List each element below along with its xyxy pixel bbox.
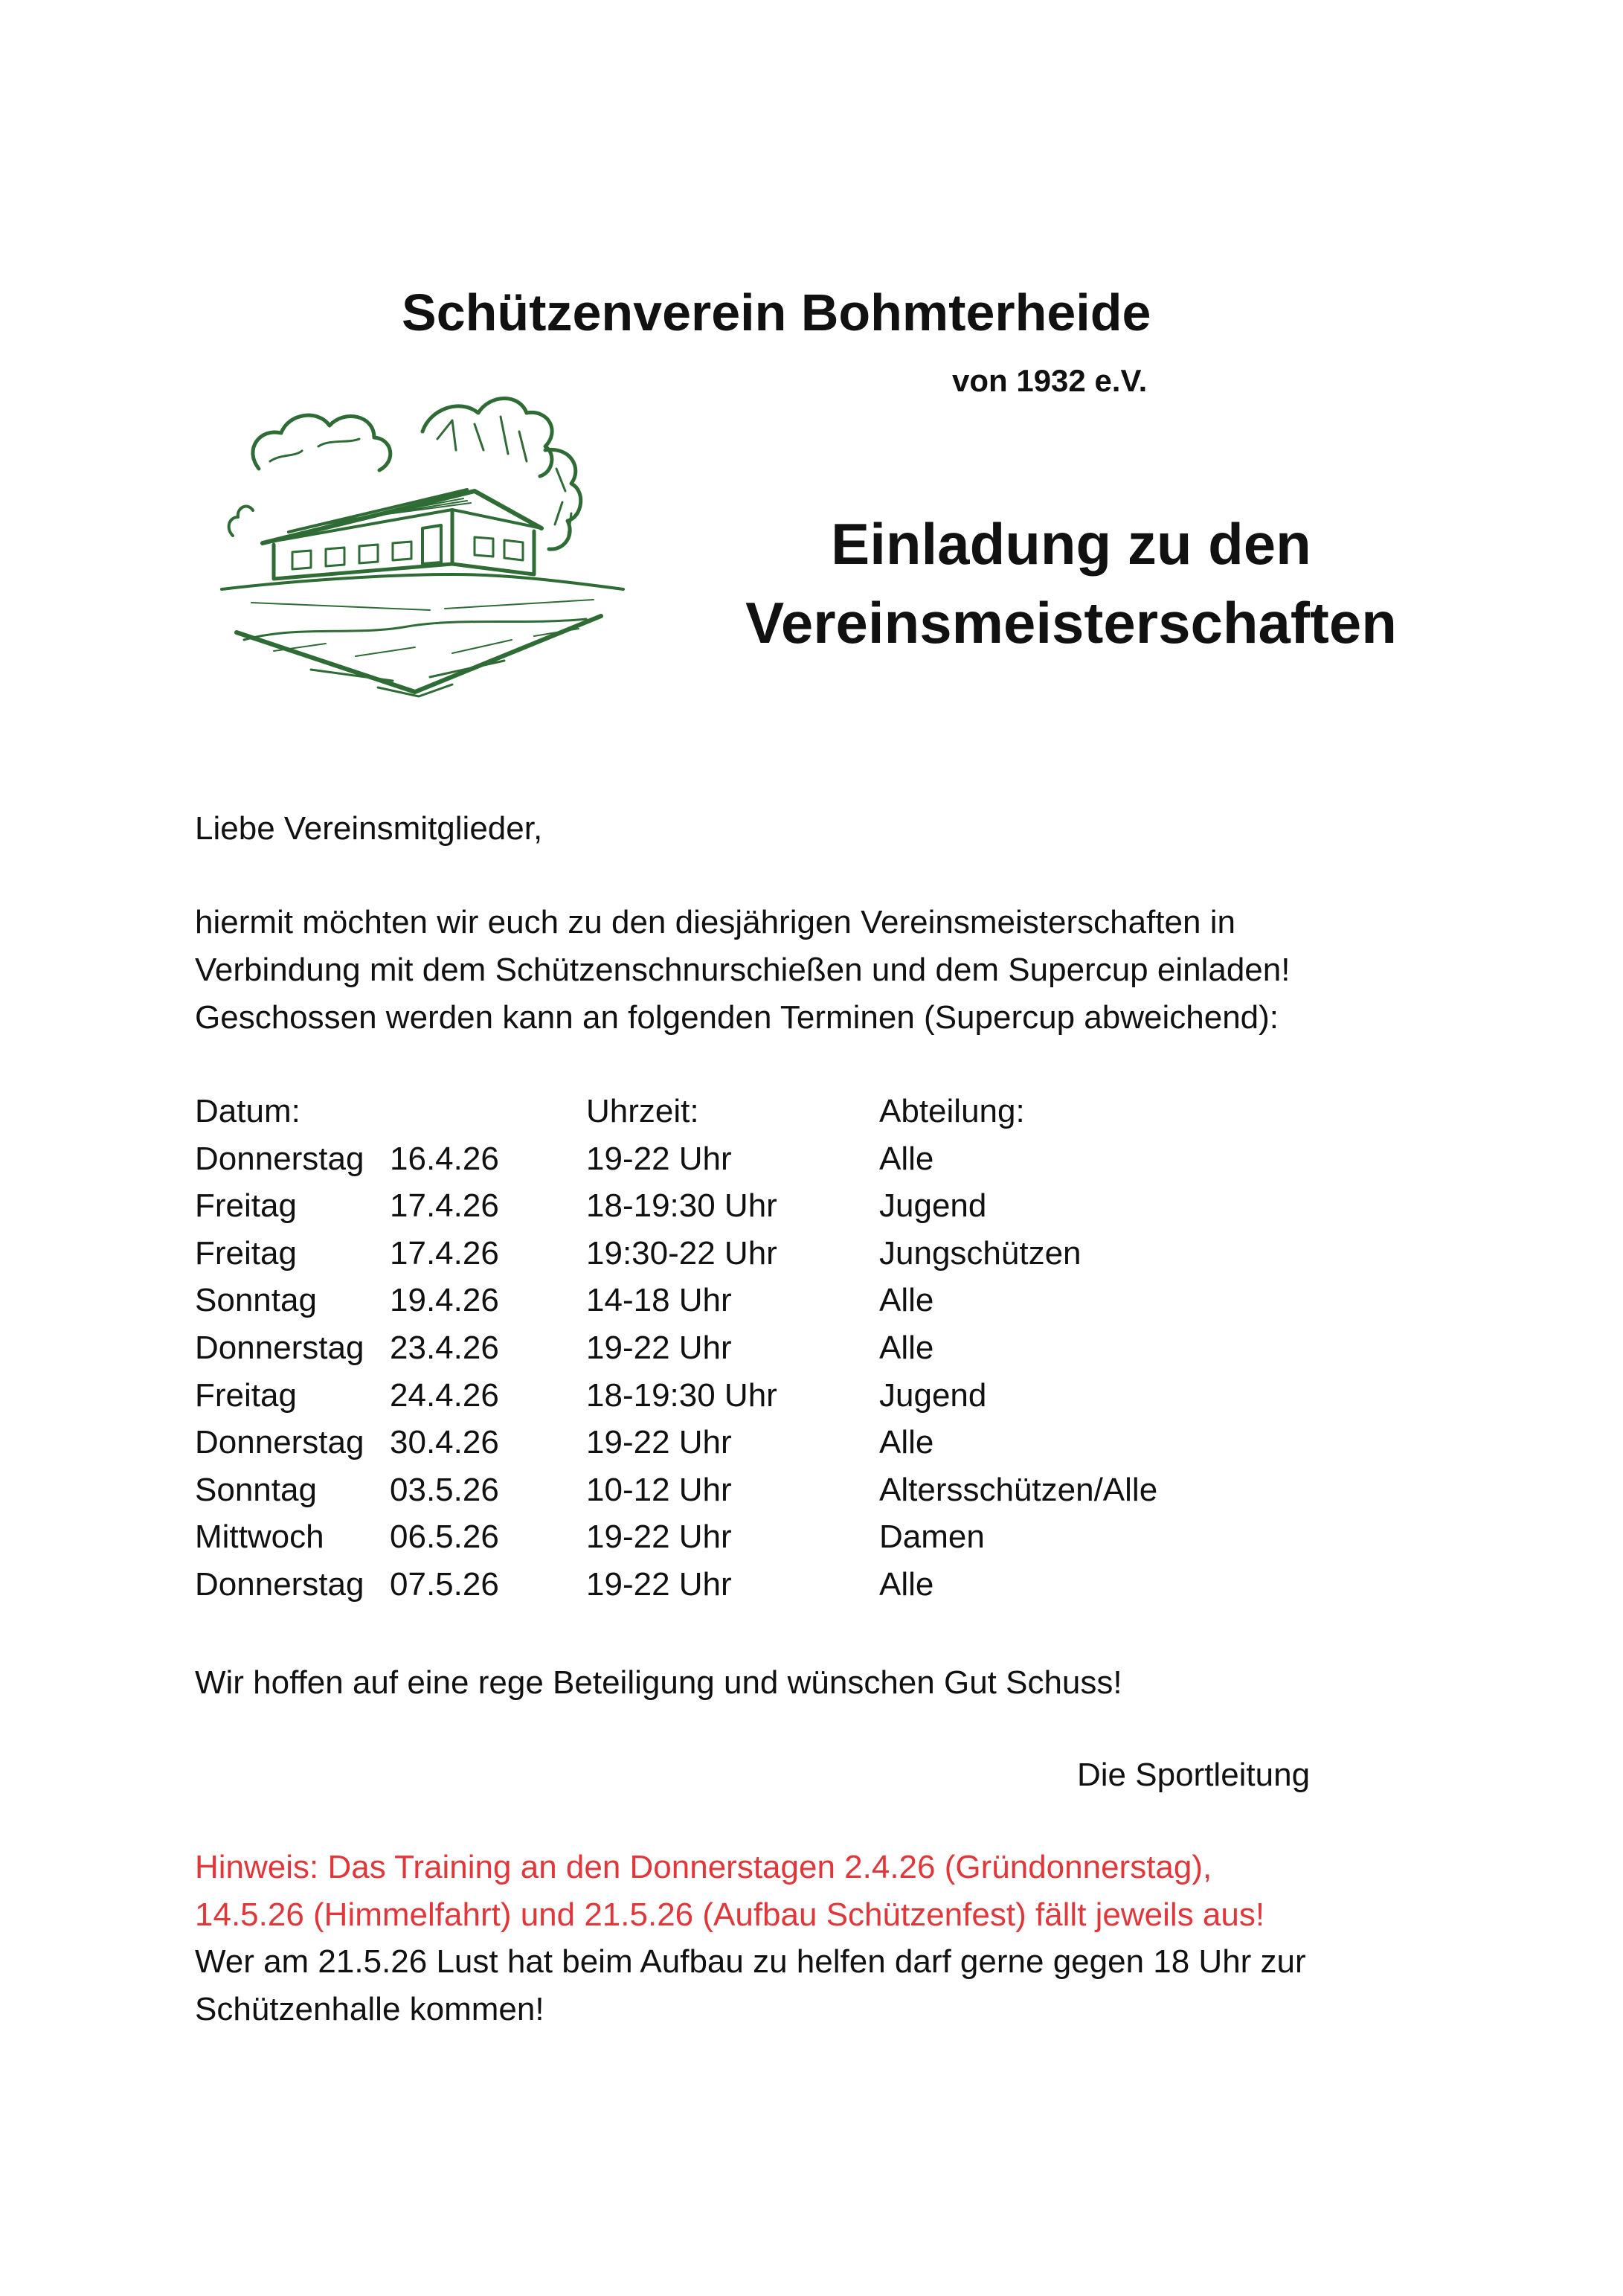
greeting-text: Liebe Vereinsmitglieder,	[195, 810, 543, 847]
row-department: Jugend	[879, 1376, 987, 1414]
row-time: 19-22 Uhr	[586, 1329, 732, 1366]
signature: Die Sportleitung	[1077, 1757, 1311, 1793]
row-day: Sonntag	[195, 1282, 317, 1319]
row-time: 18-19:30 Uhr	[586, 1376, 777, 1414]
row-day: Sonntag	[195, 1471, 317, 1508]
row-department: Altersschützen/Alle	[879, 1471, 1158, 1508]
note-highlight-line: Hinweis: Das Training an den Donnerstagen 2.4.26 (Gründonnerstag),	[195, 1849, 1212, 1885]
row-day: Donnerstag	[195, 1329, 364, 1366]
row-department: Alle	[879, 1140, 934, 1177]
row-date: 16.4.26	[390, 1140, 499, 1177]
row-department: Jugend	[879, 1187, 987, 1225]
row-date: 06.5.26	[390, 1519, 499, 1556]
greeting	[195, 805, 1459, 853]
closing-text: Wir hoffen auf eine rege Beteiligung und wünschen Gut Schuss!	[195, 1664, 1122, 1701]
intro-paragraph	[195, 899, 1459, 1042]
row-department: Alle	[879, 1424, 934, 1461]
row-day: Freitag	[195, 1187, 297, 1225]
row-date: 30.4.26	[390, 1424, 499, 1461]
note-highlight-line: 14.5.26 (Himmelfahrt) und 21.5.26 (Aufbau Schützenfest) fällt jeweils aus!	[195, 1896, 1265, 1933]
intro-line: Verbindung mit dem Schützenschnurschießen und dem Supercup einladen!	[195, 952, 1291, 988]
row-time: 10-12 Uhr	[586, 1471, 732, 1508]
note-line: Schützenhalle kommen!	[195, 1990, 544, 2027]
club-founded: von 1932 e.V.	[952, 363, 1148, 398]
row-department: Alle	[879, 1329, 934, 1366]
header-date: Datum:	[195, 1093, 301, 1129]
headline-line-2: Vereinsmeisterschaften	[745, 590, 1397, 655]
headline-line-1: Einladung zu den	[831, 511, 1311, 577]
clubhouse-sketch-icon	[207, 379, 646, 707]
row-department: Alle	[879, 1282, 934, 1319]
row-department: Jungschützen	[879, 1234, 1082, 1272]
club-name: Schützenverein Bohmterheide	[402, 283, 1151, 341]
row-time: 19-22 Uhr	[586, 1140, 732, 1177]
closing-line	[195, 1659, 1459, 1707]
row-time: 14-18 Uhr	[586, 1282, 732, 1319]
row-day: Mittwoch	[195, 1519, 324, 1556]
header-department: Abteilung:	[879, 1093, 1025, 1129]
row-time: 19-22 Uhr	[586, 1519, 732, 1556]
row-department: Damen	[879, 1519, 985, 1556]
training-note	[195, 1844, 1306, 2033]
row-date: 17.4.26	[390, 1187, 499, 1225]
intro-line: Geschossen werden kann an folgenden Terminen (Supercup abweichend):	[195, 999, 1279, 1036]
row-time: 19-22 Uhr	[586, 1565, 732, 1603]
row-time: 18-19:30 Uhr	[586, 1187, 777, 1225]
row-date: 17.4.26	[390, 1234, 499, 1272]
headline	[714, 504, 1428, 662]
row-department: Alle	[879, 1565, 934, 1603]
row-time: 19-22 Uhr	[586, 1424, 732, 1461]
row-date: 19.4.26	[390, 1282, 499, 1319]
note-line: Wer am 21.5.26 Lust hat beim Aufbau zu helfen darf gerne gegen 18 Uhr zur	[195, 1943, 1306, 1980]
row-day: Donnerstag	[195, 1424, 364, 1461]
row-date: 24.4.26	[390, 1376, 499, 1414]
header-time: Uhrzeit:	[586, 1093, 699, 1129]
row-date: 03.5.26	[390, 1471, 499, 1508]
row-time: 19:30-22 Uhr	[586, 1234, 777, 1272]
row-day: Donnerstag	[195, 1565, 364, 1603]
intro-line: hiermit möchten wir euch zu den diesjährigen Vereinsmeisterschaften in	[195, 904, 1235, 940]
row-day: Donnerstag	[195, 1140, 364, 1177]
row-date: 23.4.26	[390, 1329, 499, 1366]
row-day: Freitag	[195, 1376, 297, 1414]
row-day: Freitag	[195, 1234, 297, 1272]
row-date: 07.5.26	[390, 1565, 499, 1603]
